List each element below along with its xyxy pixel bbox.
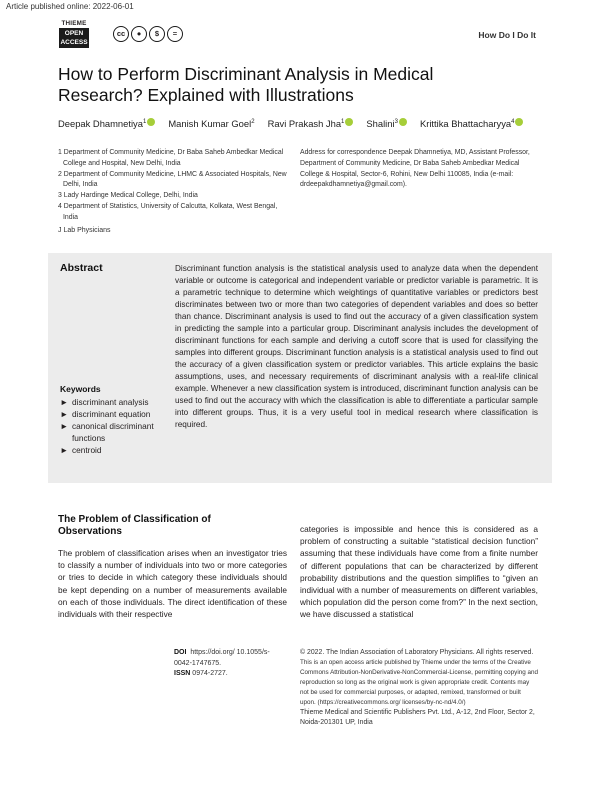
bullet-icon: ► bbox=[60, 421, 69, 431]
keyword-text: discriminant equation bbox=[72, 409, 151, 419]
orcid-icon[interactable] bbox=[399, 118, 407, 126]
nc-icon: $ bbox=[149, 26, 165, 42]
keyword-item bbox=[60, 396, 170, 408]
copyright-text: © 2022. The Indian Association of Laboratory Physicians. All rights reserved. bbox=[300, 649, 534, 656]
author-name: Deepak Dhamnetiya bbox=[58, 118, 143, 129]
bullet-icon: ► bbox=[60, 397, 69, 407]
keywords-list bbox=[60, 396, 170, 456]
cc-license-icons[interactable] bbox=[113, 26, 183, 42]
body-column-right: categories is impossible and hence this is considered as a problem of constructing a suitable “statistical decision function” assuming that these individuals have come from a finite number of different populations that can be characterized by different probability distributions and the question simplifies to “given an individual with a number of measurements on different variables, which population did the person come from?” In the next section, we have discussed a statistical bbox=[300, 524, 538, 620]
author-aff: 2 bbox=[251, 118, 255, 125]
orcid-icon[interactable] bbox=[345, 118, 353, 126]
author-aff: 1 bbox=[142, 118, 147, 125]
correspondence-address: Address for correspondence Deepak Dhamnetiya, MD, Assistant Professor, Department of Community Medicine, Dr Baba Saheb Ambedkar Medical College & Hospital, Sector-6, Rohini, New Delhi 110085, India (e-mail: drdeepakdhamnetiya@gmail.com). bbox=[300, 149, 530, 189]
orcid-icon[interactable] bbox=[515, 118, 523, 126]
thieme-open-access-logo[interactable] bbox=[59, 20, 89, 48]
by-icon: ● bbox=[131, 26, 147, 42]
keywords-heading: Keywords bbox=[60, 384, 101, 394]
logo-line-1: OPEN bbox=[64, 30, 84, 37]
article-title: How to Perform Discriminant Analysis in Medical Research? Explained with Illustrations bbox=[58, 64, 434, 105]
doi-label: DOI bbox=[174, 649, 187, 656]
license-text: This is an open access article published by Thieme under the terms of the Creative Commons Attribution-NonDerivative-NonCommercial-License, permitting copying and reproduction so long as the original work is given appropriate credit. Contents may not be used for commercial purposes, or adapted, remixed, transformed or built upon. (https://creativecommons.org/ licenses/by-nc-nd/4.0/) bbox=[300, 659, 538, 707]
logo-top-text: THIEME bbox=[61, 20, 87, 27]
body-column-left: The problem of classification arises when an investigator tries to classify a number of individuals into two or more categories or tries to decide in which category these individuals should be kept depending on a number of measurements available on each of those individuals. The direct identification of these individuals with their respective bbox=[58, 548, 287, 620]
abstract-text: Discriminant function analysis is the statistical analysis used to analyze data when the dependent variable or outcome is categorical and independent variable or predictor variable is parametric. It is a parametric technique to determine which weightings of quantitative variables or predictors best discriminates between two or more than two categories of dependent variables and does so better than chance. Discriminant analysis is used to find out the accuracy of a given classification system in predicting the sample into a particular group. Discriminant analysis includes the development of discriminant functions for each sample and deriving a cutoff score that is used for classifying the samples into different groups. Discriminant function analysis is a statistical analysis used to find out the accuracy of a given classification system or predictor variables. This article explains the basic assumptions, uses, and necessary requirements of discriminant analysis with a real-life clinical example. Whenever a new classification system is introduced, discriminant function analysis can be used to find out the accuracy with which the classification is able to differentiate a particular sample into different groups. Thus, it is a very useful tool in medical research where classification is required. bbox=[175, 264, 538, 430]
affiliations bbox=[58, 148, 288, 224]
keyword-item bbox=[60, 420, 170, 444]
journal-name: J Lab Physicians bbox=[58, 227, 111, 234]
copyright-block bbox=[300, 648, 538, 729]
logo-line-2: ACCESS bbox=[60, 39, 88, 46]
affiliation: 3 Lady Hardinge Medical College, Delhi, India bbox=[58, 192, 198, 200]
orcid-icon[interactable] bbox=[147, 118, 155, 126]
keyword-text: canonical discriminant functions bbox=[72, 421, 154, 443]
affiliation: 1 Department of Community Medicine, Dr Baba Saheb Ambedkar Medical College and Hospital, New Delhi, India bbox=[58, 149, 284, 167]
issn-label: ISSN bbox=[174, 670, 191, 677]
author-aff: 3 bbox=[394, 118, 398, 125]
issn-value: 0974-2727. bbox=[192, 670, 228, 677]
keyword-item bbox=[60, 408, 170, 420]
affiliation: 4 Department of Statistics, University of Calcutta, Kolkata, West Bengal, India bbox=[58, 202, 278, 221]
author-name: Krittika Bhattacharyya bbox=[419, 118, 512, 129]
author-aff: 1 bbox=[341, 118, 345, 125]
nd-icon: = bbox=[167, 26, 183, 42]
author-aff: 4 bbox=[511, 118, 515, 125]
keyword-item bbox=[60, 444, 170, 456]
publication-date: Article published online: 2022-06-01 bbox=[6, 2, 134, 11]
bullet-icon: ► bbox=[60, 445, 69, 455]
logo-badge bbox=[59, 28, 89, 48]
author-list bbox=[58, 118, 558, 129]
section-heading: The Problem of Classification of Observations bbox=[58, 514, 211, 537]
cc-icon: cc bbox=[113, 26, 129, 42]
author-name: Shalini bbox=[366, 118, 395, 129]
author-name: Ravi Prakash Jha bbox=[267, 118, 342, 129]
doi-block bbox=[174, 648, 284, 680]
affiliation: 2 Department of Community Medicine, LHMC & Associated Hospitals, New Delhi, India bbox=[58, 170, 287, 189]
publisher-text: Thieme Medical and Scientific Publishers Pvt. Ltd., A-12, 2nd Floor, Sector 2, Noida-201301 UP, India bbox=[300, 708, 535, 727]
doi-link[interactable]: https://doi.org/ 10.1055/s-0042-1747675. bbox=[174, 649, 270, 667]
bullet-icon: ► bbox=[60, 409, 69, 419]
keyword-text: centroid bbox=[72, 445, 102, 455]
keyword-text: discriminant analysis bbox=[72, 397, 149, 407]
abstract-heading: Abstract bbox=[60, 262, 103, 274]
author-name: Manish Kumar Goel bbox=[168, 118, 252, 129]
article-type-label: How Do I Do It bbox=[478, 30, 536, 40]
